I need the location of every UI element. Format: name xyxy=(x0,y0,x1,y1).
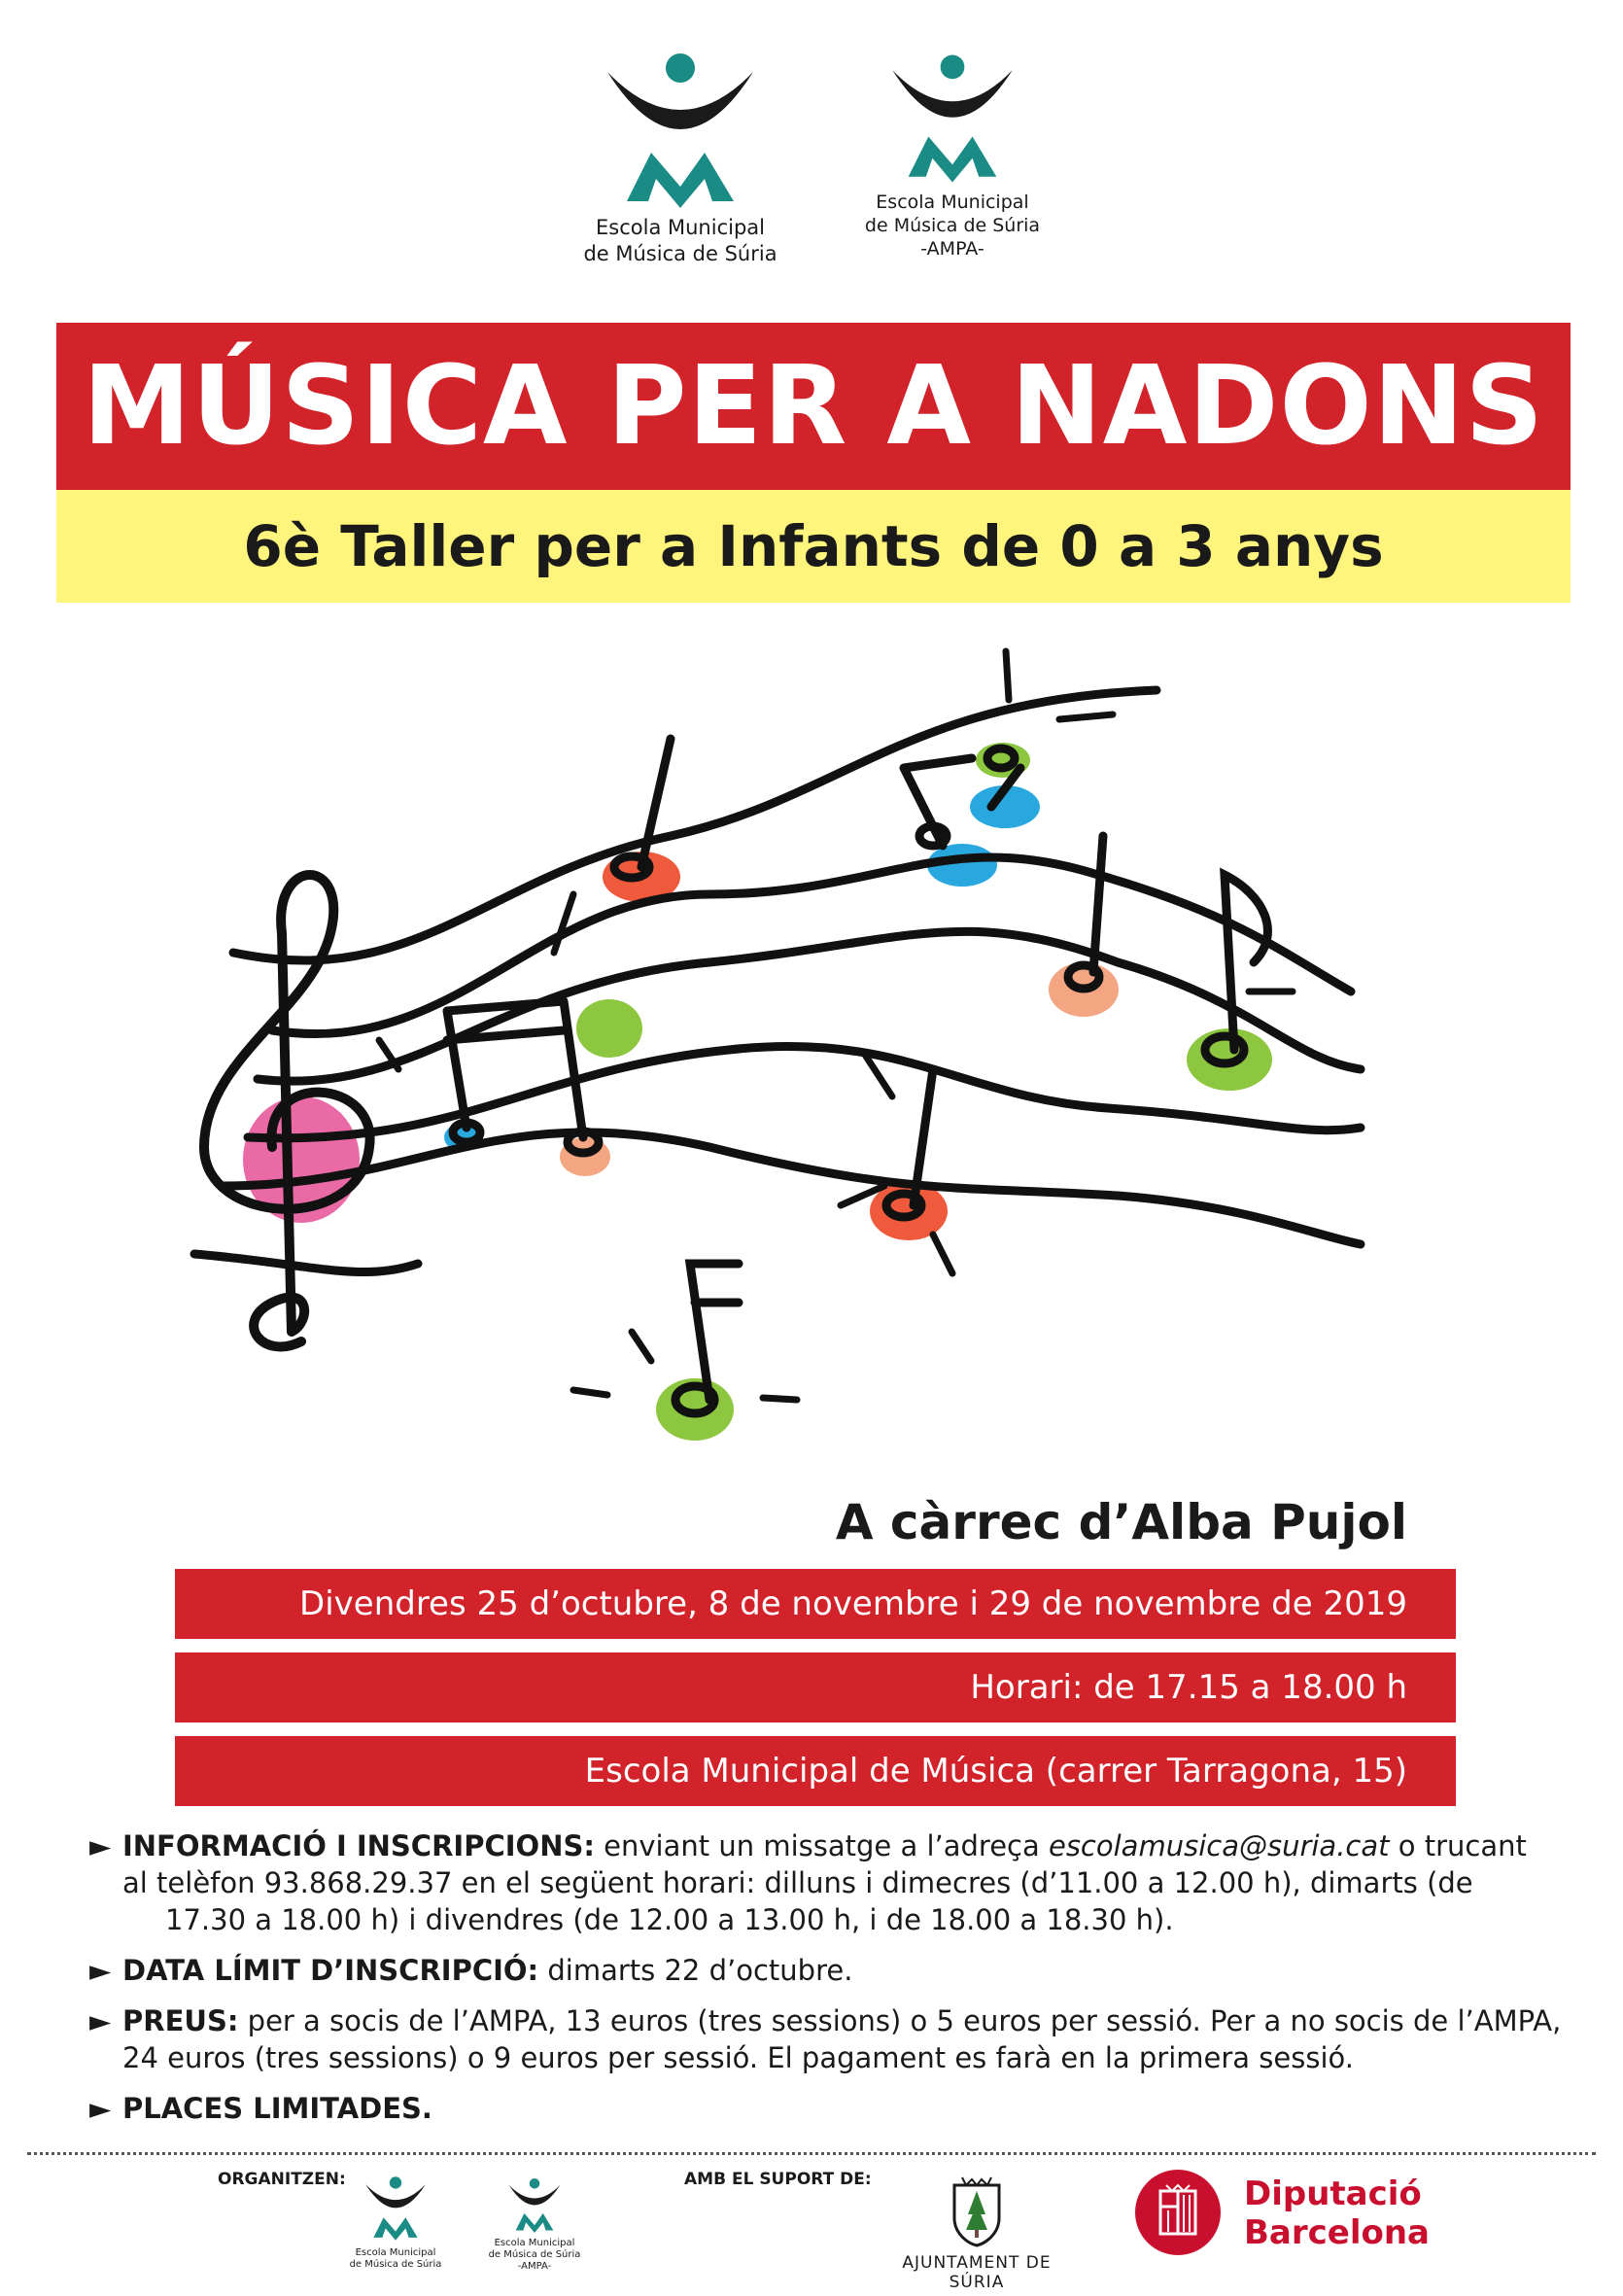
prices-label: PREUS: xyxy=(122,2004,239,2037)
diputacio-seal-icon xyxy=(1133,2168,1223,2257)
dates-text: Divendres 25 d’octubre, 8 de novembre i 29 de novembre de 2019 xyxy=(299,1584,1407,1623)
diputacio-line2: Barcelona xyxy=(1244,2213,1431,2252)
footer-logo2-line3: -AMPA- xyxy=(517,2261,552,2272)
footer-logo2-line1: Escola Municipal xyxy=(494,2238,575,2248)
footer-logo1-line2: de Música de Súria xyxy=(349,2259,442,2270)
music-staff-illustration xyxy=(165,642,1390,1468)
teacher-credit: A càrrec d’Alba Pujol xyxy=(835,1494,1407,1550)
footer-school-emblem-icon xyxy=(362,2175,430,2242)
dates-bar xyxy=(175,1569,1456,1639)
info-email[interactable]: escolamusica@suria.cat xyxy=(1048,1829,1390,1862)
note-info xyxy=(89,1827,1576,1938)
info-text-1: enviant un missatge a l’adreça xyxy=(594,1829,1049,1862)
places-label: PLACES LIMITADES. xyxy=(122,2092,432,2125)
bullet-arrow-icon: ► xyxy=(89,2004,112,2037)
note-blob-green-3 xyxy=(576,999,642,1058)
info-line-3: 17.30 a 18.00 h) i divendres (de 12.00 a 13.00 h, i de 18.00 a 18.30 h). xyxy=(165,1903,1174,1936)
info-label: INFORMACIÓ I INSCRIPCIONS: xyxy=(122,1829,595,1862)
logo2-line1: Escola Municipal xyxy=(876,191,1029,213)
school-logo xyxy=(564,51,797,267)
prices-text-1: per a socis de l’AMPA, 13 euros (tres sessions) o 5 euros per sessió. Per a no socis de l’AMPA, xyxy=(238,2004,1562,2037)
bullet-arrow-icon: ► xyxy=(89,2092,112,2125)
info-line-2: al telèfon 93.868.29.37 en el següent horari: dilluns i dimecres (d’11.00 a 12.00 h), dimarts (de xyxy=(122,1866,1473,1899)
note-deadline xyxy=(89,1952,1576,1989)
staff-line-6 xyxy=(194,1254,418,1272)
school-emblem-icon xyxy=(598,51,763,211)
organitzen-label: ORGANITZEN: xyxy=(218,2170,346,2189)
suport-label: AMB EL SUPORT DE: xyxy=(684,2170,872,2189)
bullet-arrow-icon: ► xyxy=(89,1954,112,1987)
logo1-line2: de Música de Súria xyxy=(583,242,777,265)
footer-logo2-line2: de Música de Súria xyxy=(488,2249,581,2260)
note-places xyxy=(89,2090,1576,2127)
ajuntament-crest-icon xyxy=(950,2175,1003,2247)
prices-line-2: 24 euros (tres sessions) o 9 euros per sessió. El pagament es farà en la primera sessió. xyxy=(122,2041,1354,2074)
staff-line-5 xyxy=(224,1132,1361,1244)
deadline-text: dimarts 22 d’octubre. xyxy=(538,1954,853,1987)
logo1-line1: Escola Municipal xyxy=(596,216,765,239)
subtitle-banner xyxy=(56,490,1571,603)
location-bar xyxy=(175,1736,1456,1806)
ampa-emblem-icon xyxy=(884,51,1020,187)
logo2-line3: -AMPA- xyxy=(920,238,984,260)
location-text: Escola Municipal de Música (carrer Tarragona, 15) xyxy=(584,1752,1407,1791)
schedule-text: Horari: de 17.15 a 18.00 h xyxy=(970,1668,1407,1707)
logo2-line2: de Música de Súria xyxy=(864,215,1041,236)
note-prices xyxy=(89,2002,1576,2076)
footer-divider xyxy=(27,2152,1596,2155)
ajuntament-name: AJUNTAMENT DE SÚRIA xyxy=(902,2253,1052,2292)
info-text-2: o trucant xyxy=(1389,1829,1527,1862)
page-title: MÚSICA PER A NADONS xyxy=(82,343,1545,470)
footer-logo1-line1: Escola Municipal xyxy=(355,2247,436,2258)
title-banner xyxy=(56,323,1571,490)
info-notes xyxy=(89,1827,1576,2140)
footer-ampa-emblem-icon xyxy=(505,2177,564,2234)
footer-logo1-caption xyxy=(342,2247,449,2271)
footer-logo2-caption xyxy=(486,2238,583,2273)
ampa-logo xyxy=(855,51,1050,261)
treble-clef-icon xyxy=(204,875,370,1346)
deadline-label: DATA LÍMIT D’INSCRIPCIÓ: xyxy=(122,1954,539,1987)
bullet-arrow-icon: ► xyxy=(89,1829,112,1862)
diputacio-line1: Diputació xyxy=(1244,2174,1422,2213)
page-subtitle: 6è Taller per a Infants de 0 a 3 anys xyxy=(243,513,1384,579)
schedule-bar xyxy=(175,1652,1456,1722)
